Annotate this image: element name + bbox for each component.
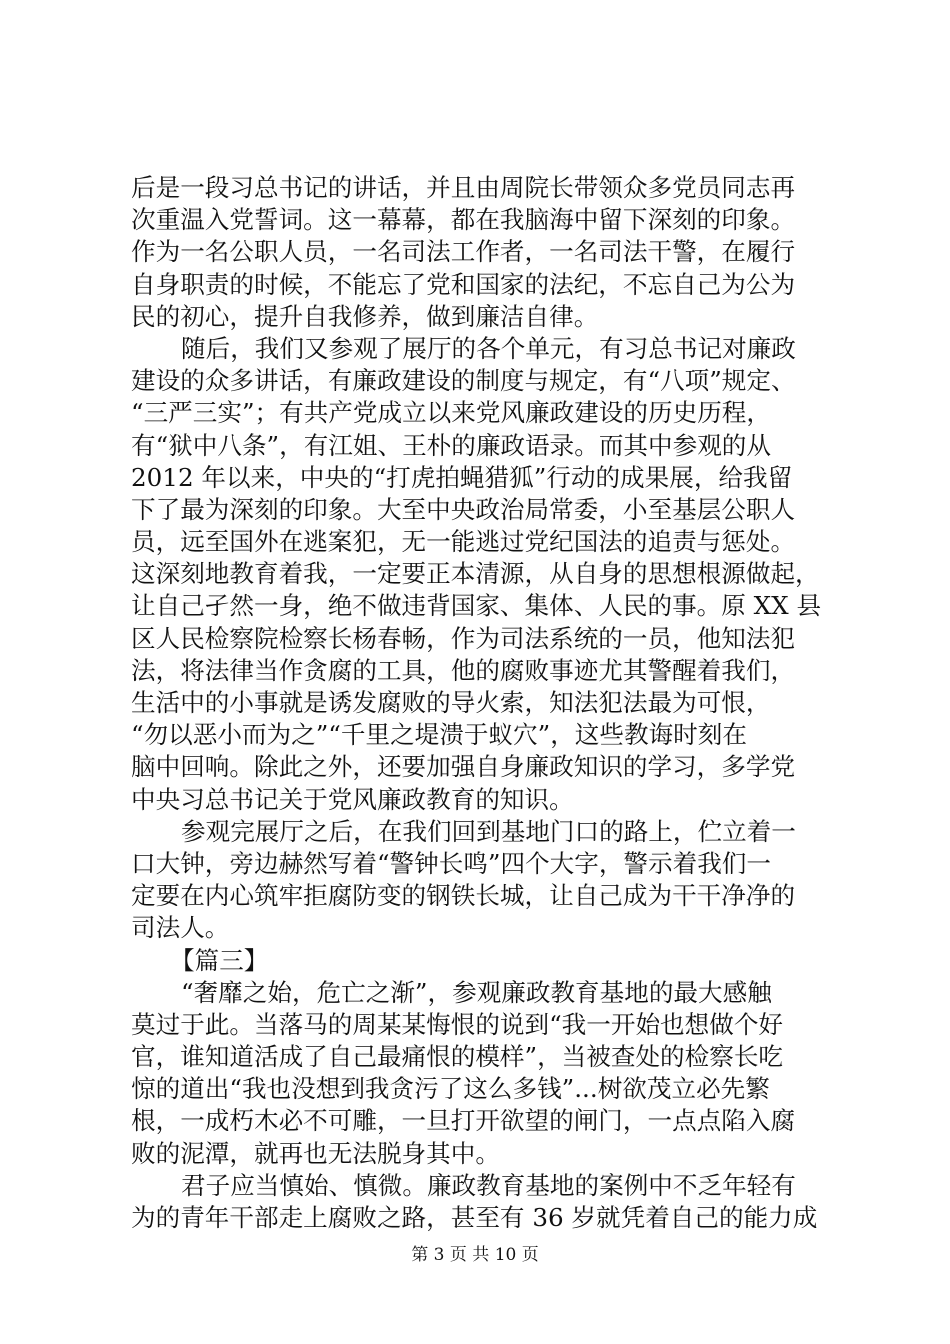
text-line: 民的初心，提升自我修养，做到廉洁自律。	[131, 301, 599, 331]
text-line: 员，远至国外在逃案犯，无一能逃过党纪国法的追责与惩处。	[131, 527, 796, 557]
text-line: “三严三实”；有共产党成立以来党风廉政建设的历史历程，	[131, 398, 771, 428]
text-line: 为的青年干部走上腐败之路，甚至有 36 岁就凭着自己的能力成	[131, 1203, 818, 1232]
text-line: 官，谁知道活成了自己最痛恨的模样”，当被查处的检察长吃	[131, 1042, 784, 1072]
text-line: 区人民检察院检察长杨春畅，作为司法系统的一员，他知法犯	[131, 623, 796, 653]
text-line: 这深刻地教育着我，一定要正本清源，从自身的思想根源做起，	[131, 559, 820, 589]
text-line: “勿以恶小而为之”“千里之堤溃于蚁穴”，这些教诲时刻在	[131, 720, 747, 750]
paragraph-start-line: “奢靡之始，危亡之渐”，参观廉政教育基地的最大感触	[181, 977, 772, 1007]
text-line: 次重温入党誓词。这一幕幕，都在我脑海中留下深刻的印象。	[131, 205, 796, 235]
text-line: 败的泥潭，就再也无法脱身其中。	[131, 1138, 500, 1168]
paragraph-start-line: 君子应当慎始、慎微。廉政教育基地的案例中不乏年轻有	[181, 1170, 796, 1200]
text-line: 作为一名公职人员，一名司法工作者，一名司法干警，在履行	[131, 237, 796, 267]
text-line: 口大钟，旁边赫然写着“警钟长鸣”四个大字，警示着我们一	[131, 848, 771, 878]
paragraph-start-line: 参观完展厅之后，在我们回到基地门口的路上，伫立着一	[181, 816, 796, 846]
text-line: 生活中的小事就是诱发腐败的导火索，知法犯法最为可恨，	[131, 688, 771, 717]
text-line: 根，一成朽木必不可雕，一旦打开欲望的闸门，一点点陷入腐	[131, 1106, 796, 1136]
text-line: 让自己孑然一身，绝不做违背国家、集体、人民的事。原 XX 县	[131, 591, 822, 621]
text-line: 自身职责的时候，不能忘了党和国家的法纪，不忘自己为公为	[131, 269, 796, 299]
text-line: 法，将法律当作贪腐的工具，他的腐败事迹尤其警醒着我们，	[131, 655, 796, 685]
text-line: 下了最为深刻的印象。大至中央政治局常委，小至基层公职人	[131, 494, 796, 524]
text-line: 脑中回响。除此之外，还要加强自身廉政知识的学习，多学党	[131, 752, 796, 782]
text-line: 莫过于此。当落马的周某某悔恨的说到“我一开始也想做个好	[131, 1009, 784, 1039]
text-line: 2012 年以来，中央的“打虎拍蝇猎狐”行动的成果展，给我留	[131, 462, 793, 492]
paragraph-start-line: 随后，我们又参观了展厅的各个单元，有习总书记对廉政	[181, 333, 796, 363]
section-heading: 【篇三】	[170, 945, 269, 975]
text-line: 后是一段习总书记的讲话，并且由周院长带领众多党员同志再	[131, 173, 796, 202]
body-text	[131, 172, 833, 1234]
text-line: 定要在内心筑牢拒腐防变的钢铁长城，让自己成为干干净净的	[131, 881, 796, 911]
text-line: 惊的道出“我也没想到我贪污了这么多钱”...树欲茂立必先繁	[131, 1074, 770, 1104]
text-line: 有“狱中八条”，有江姐、王朴的廉政语录。而其中参观的从	[131, 430, 771, 460]
page-number-footer: 第 3 页 共 10 页	[411, 1245, 539, 1265]
text-line: 中央习总书记关于党风廉政教育的知识。	[131, 784, 574, 814]
text-line: 建设的众多讲话，有廉政建设的制度与规定，有“八项”规定、	[131, 366, 796, 396]
text-line: 司法人。	[131, 913, 230, 943]
